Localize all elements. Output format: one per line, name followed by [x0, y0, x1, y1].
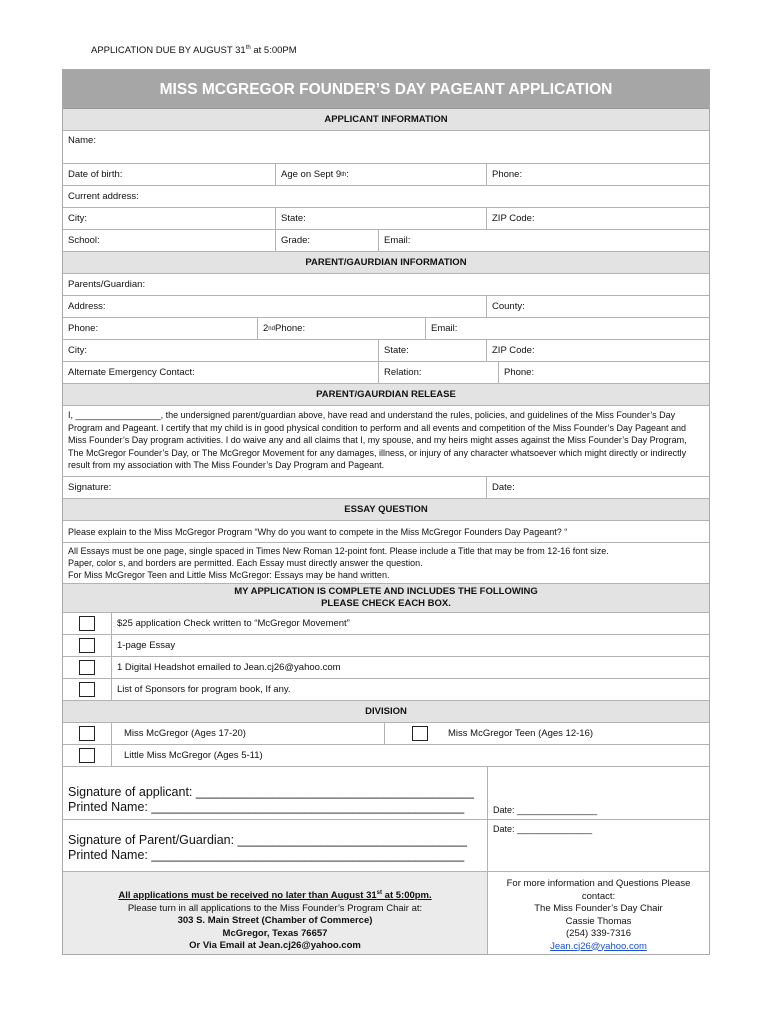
- parent-phone2-field[interactable]: 2 nd Phone:: [258, 318, 426, 339]
- school-field[interactable]: School:: [63, 230, 276, 251]
- essay-instructions: [63, 543, 709, 583]
- checklist-heading-line2: PLEASE CHECK EACH BOX.: [321, 598, 451, 609]
- city-field[interactable]: City:: [63, 208, 276, 229]
- current-address-field[interactable]: Current address:: [68, 191, 139, 202]
- division-teen-checkbox[interactable]: [412, 726, 428, 741]
- parent-section-heading: PARENT/GAURDIAN INFORMATION: [63, 252, 709, 273]
- parent-state-field[interactable]: State:: [379, 340, 487, 361]
- release-text: I, _________________, the undersigned parent/guardian above, have read and understand the rules, policies, and guidelines of the Miss Founder’s Day Program and Pageant. I certify that my child is in good physical condition to perform and all events and competition of the Miss Founder’s Day Pageant and Miss Founder’s Day program activities. I do waive any and all claims that I, my spouse, and my heirs might asses against the Miss Founder’s Day Program, The McGregor Founder’s Day, or The McGregor Movement for any damages, illness, or injury of any character whatsoever which might directly or indirectly result from my association with The Miss Founder’s Day Program and Pageant.: [68, 410, 687, 470]
- checklist-checkbox[interactable]: [79, 616, 95, 631]
- essay-section-heading: ESSAY QUESTION: [63, 499, 709, 520]
- checklist-item: List of Sponsors for program book, If any.: [117, 684, 291, 695]
- alternate-contact-field[interactable]: Alternate Emergency Contact:: [63, 362, 379, 383]
- contact-name: Cassie Thomas: [565, 915, 632, 927]
- checkbox-cell: [63, 679, 112, 700]
- division-teen-label: Miss McGregor Teen (Ages 12-16): [448, 728, 594, 739]
- essay-instruction-1: All Essays must be one page, single spaced in Times New Roman 12-point font. Please include a Title that may be from 12-16 font size.: [68, 546, 609, 556]
- form-title: MISS MCGREGOR FOUNDER’S DAY PAGEANT APPLICATION: [63, 70, 709, 109]
- deadline-text: All applications must be received no later than August 31st at 5:00pm.: [118, 890, 432, 902]
- county-field[interactable]: County:: [492, 301, 525, 312]
- checklist-item: 1 Digital Headshot emailed to Jean.cj26@yahoo.com: [117, 662, 341, 673]
- applicant-signature-block: [63, 767, 488, 819]
- city-address: McGregor, Texas 76657: [222, 927, 328, 939]
- name-field[interactable]: Name:: [68, 135, 96, 146]
- checkbox-cell: [63, 613, 112, 634]
- division-little-checkbox[interactable]: [79, 748, 95, 763]
- parent-address-field[interactable]: Address:: [63, 296, 487, 317]
- division-section-heading: DIVISION: [63, 701, 709, 722]
- essay-instruction-2: Paper, color s, and borders are permitted. Each Essay must directly answer the question.: [68, 558, 423, 568]
- parent-signature-block: [63, 820, 488, 871]
- email-field[interactable]: Email:: [384, 235, 411, 246]
- due-notice: APPLICATION DUE BY AUGUST 31th at 5:00PM: [91, 45, 297, 57]
- checklist-checkbox[interactable]: [79, 638, 95, 653]
- parent-email-field[interactable]: Email:: [431, 323, 458, 334]
- checklist-item: 1-page Essay: [117, 640, 176, 651]
- info-line-2: contact:: [581, 890, 616, 902]
- checkbox-cell: [63, 657, 112, 678]
- phone-field[interactable]: Phone:: [492, 169, 523, 180]
- applicant-signature-line[interactable]: Signature of applicant: ________________________________________: [68, 785, 474, 799]
- parent-signature-line[interactable]: Signature of Parent/Guardian: _________________________________: [68, 833, 467, 847]
- parent-city-field[interactable]: City:: [63, 340, 379, 361]
- age-field[interactable]: Age on Sept 9 th :: [276, 164, 487, 185]
- parent-printed-name-line[interactable]: Printed Name: _____________________________________________: [68, 848, 465, 862]
- contact-phone: (254) 339-7316: [566, 928, 631, 939]
- checkbox-cell: [63, 635, 112, 656]
- checkbox-cell: [63, 723, 112, 744]
- parent-zip-field[interactable]: ZIP Code:: [492, 345, 535, 356]
- division-miss-label: Miss McGregor (Ages 17-20): [112, 723, 385, 744]
- division-miss-checkbox[interactable]: [79, 726, 95, 741]
- parent-phone-field[interactable]: Phone:: [63, 318, 258, 339]
- parents-guardian-field[interactable]: Parents/Guardian:: [68, 279, 146, 290]
- release-date-field[interactable]: Date:: [492, 482, 515, 493]
- application-form: [62, 69, 710, 955]
- chair-title: The Miss Founder’s Day Chair: [534, 903, 663, 914]
- release-section-heading: PARENT/GAURDIAN RELEASE: [63, 384, 709, 405]
- dob-field[interactable]: Date of birth:: [63, 164, 276, 185]
- applicant-printed-name-line[interactable]: Printed Name: _____________________________________________: [68, 800, 465, 814]
- turn-in-text: Please turn in all applications to the Miss Founder’s Program Chair at:: [127, 902, 423, 914]
- essay-question: Please explain to the Miss McGregor Program “Why do you want to compete in the Miss McGregor Founders Day Pageant? “: [68, 526, 568, 537]
- applicant-date-line[interactable]: Date: ________________: [493, 805, 598, 815]
- division-teen-option: [385, 723, 709, 744]
- contact-email-link[interactable]: Jean.cj26@yahoo.com: [550, 940, 647, 952]
- grade-field[interactable]: Grade:: [276, 230, 379, 251]
- info-line-1: For more information and Questions Please: [506, 878, 691, 889]
- state-field[interactable]: State:: [276, 208, 487, 229]
- checklist-checkbox[interactable]: [79, 682, 95, 697]
- checklist-item: $25 application Check written to “McGregor Movement”: [117, 618, 350, 629]
- street-address: 303 S. Main Street (Chamber of Commerce): [177, 915, 373, 927]
- checklist-heading: [63, 584, 709, 612]
- division-little-label: Little Miss McGregor (Ages 5-11): [124, 750, 263, 761]
- checklist-checkbox[interactable]: [79, 660, 95, 675]
- zip-field[interactable]: ZIP Code:: [492, 213, 535, 224]
- parent-date-line[interactable]: Date: _______________: [493, 824, 593, 834]
- footer: [63, 872, 709, 954]
- relation-field[interactable]: Relation:: [379, 362, 499, 383]
- checkbox-cell: [63, 745, 112, 766]
- essay-instruction-3: For Miss McGregor Teen and Little Miss McGregor: Essays may be hand written.: [68, 570, 390, 580]
- checklist-heading-line1: MY APPLICATION IS COMPLETE AND INCLUDES THE FOLLOWING: [234, 586, 538, 597]
- email-instruction: Or Via Email at Jean.cj26@yahoo.com: [189, 940, 361, 952]
- release-signature-field[interactable]: Signature:: [63, 477, 487, 498]
- applicant-section-heading: APPLICANT INFORMATION: [63, 109, 709, 130]
- submission-info: [63, 872, 488, 954]
- contact-info: [488, 872, 709, 954]
- alternate-phone-field[interactable]: Phone:: [504, 367, 535, 378]
